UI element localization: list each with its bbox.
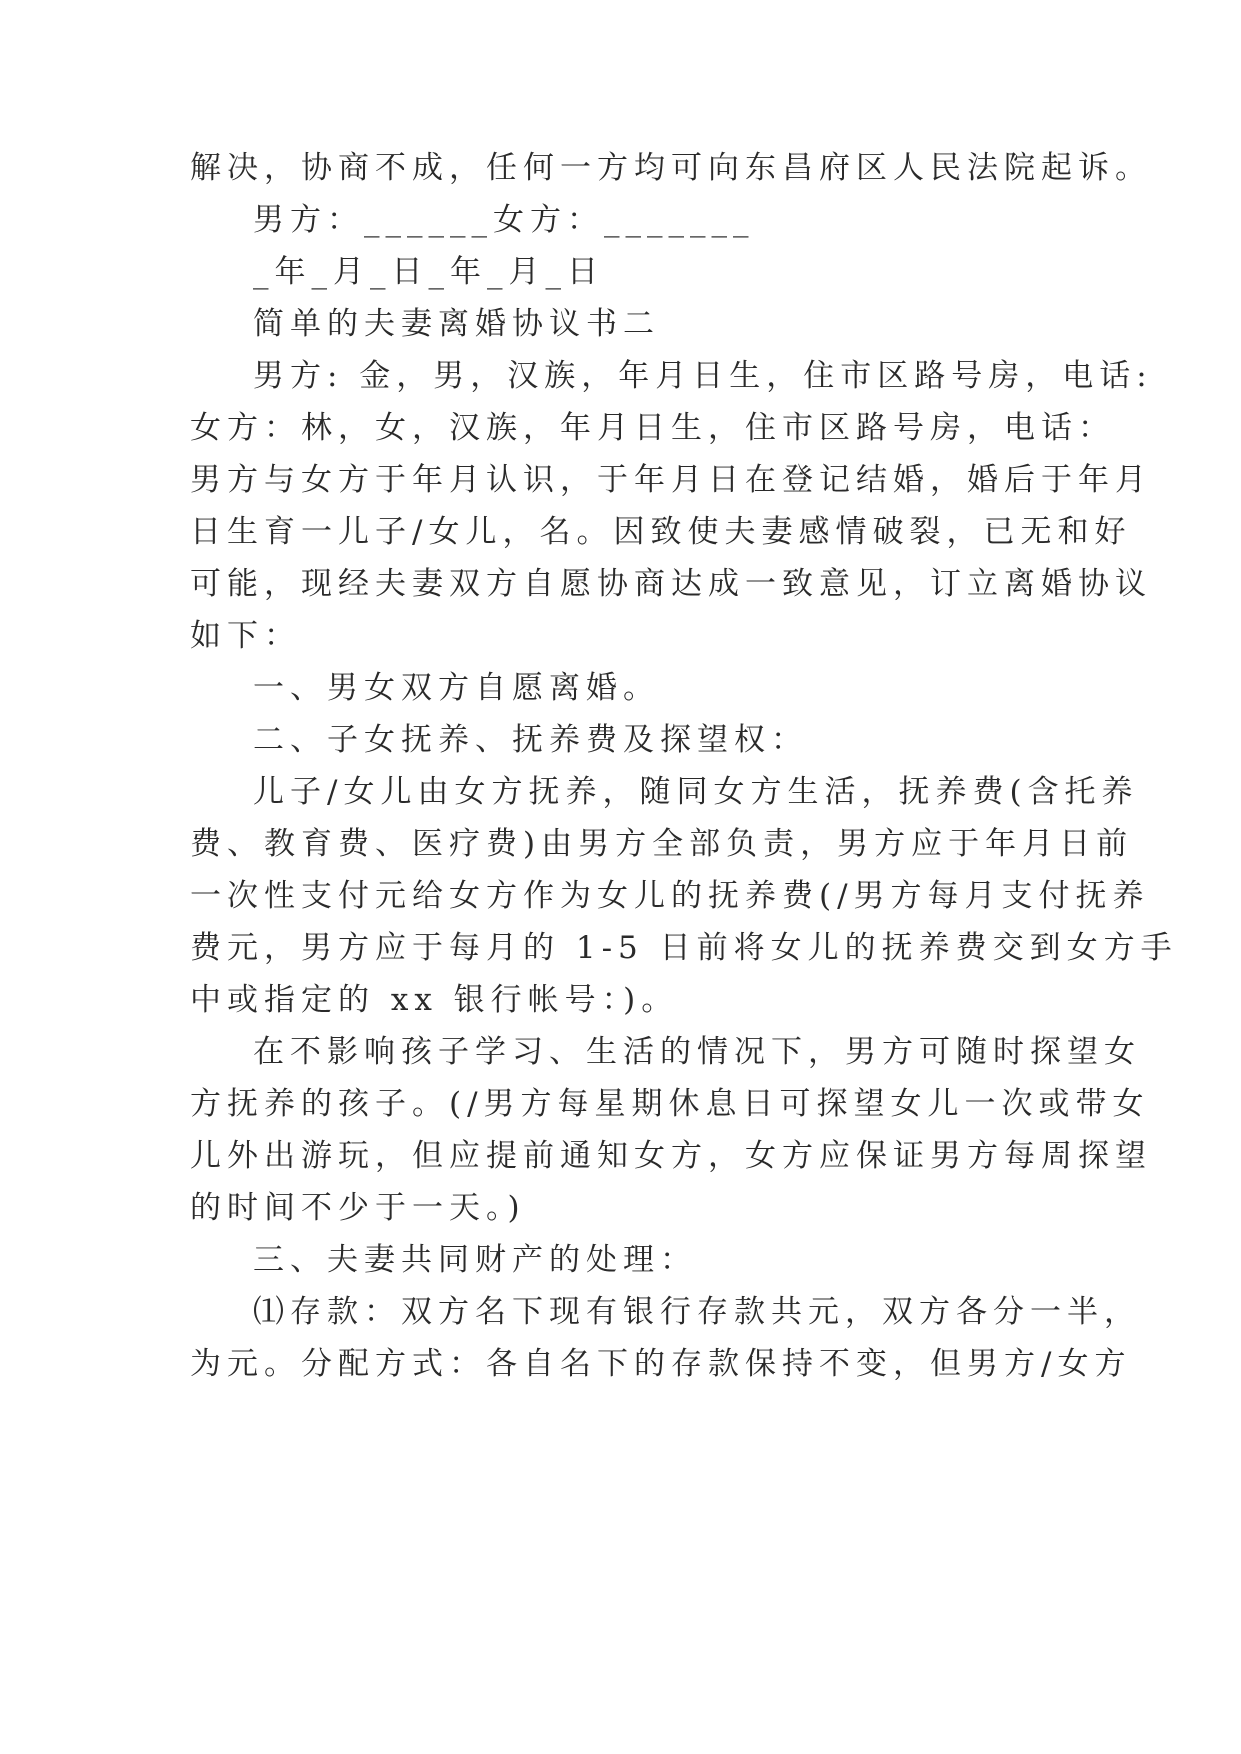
clause-heading: 一、男女双方自愿离婚。 <box>253 670 660 706</box>
text-line: 男方与女方于年月认识，于年月日在登记结婚，婚后于年月 <box>190 462 1152 498</box>
text-line: 在不影响孩子学习、生活的情况下，男方可随时探望女 <box>253 1034 1141 1070</box>
text-line: 一次性支付元给女方作为女儿的抚养费(/男方每月支付抚养 <box>190 878 1150 914</box>
text-line: 的时间不少于一天。) <box>190 1190 526 1226</box>
text-line: 儿外出游玩，但应提前通知女方，女方应保证男方每周探望 <box>190 1138 1152 1174</box>
text-line: 女方：林，女，汉族，年月日生，住市区路号房，电话： <box>190 410 1115 446</box>
text-line: 男方: 金，男，汉族，年月日生，住市区路号房，电话: <box>253 358 1153 394</box>
clause-heading: 三、夫妻共同财产的处理： <box>253 1242 697 1278</box>
text-line: 为元。分配方式：各自名下的存款保持不变，但男方/女方 <box>190 1346 1132 1382</box>
text-line: 费、教育费、医疗费)由男方全部负责，男方应于年月日前 <box>190 826 1134 862</box>
text-line: 儿子/女儿由女方抚养，随同女方生活，抚养费(含托养 <box>253 774 1139 810</box>
signature-line: 男方：______女方：_______ <box>253 202 755 238</box>
text-line: 可能，现经夫妻双方自愿协商达成一致意见，订立离婚协议 <box>190 566 1152 602</box>
text-line: 解决，协商不成，任何一方均可向东昌府区人民法院起诉。 <box>190 150 1152 186</box>
date-line: _年_月_日_年_月_日 <box>253 254 604 290</box>
text-line: 中或指定的 xx 银行帐号：)。 <box>190 982 679 1018</box>
text-line: 日生育一儿子/女儿，名。因致使夫妻感情破裂，已无和好 <box>190 514 1132 550</box>
text-line: 费元，男方应于每月的 1-5 日前将女儿的抚养费交到女方手 <box>190 930 1178 966</box>
clause-heading: 二、子女抚养、抚养费及探望权： <box>253 722 808 758</box>
section-title: 简单的夫妻离婚协议书二 <box>253 306 660 342</box>
text-line: ⑴存款：双方名下现有银行存款共元，双方各分一半， <box>253 1294 1141 1330</box>
text-line: 如下： <box>190 618 301 654</box>
text-line: 方抚养的孩子。(/男方每星期休息日可探望女儿一次或带女 <box>190 1086 1150 1122</box>
